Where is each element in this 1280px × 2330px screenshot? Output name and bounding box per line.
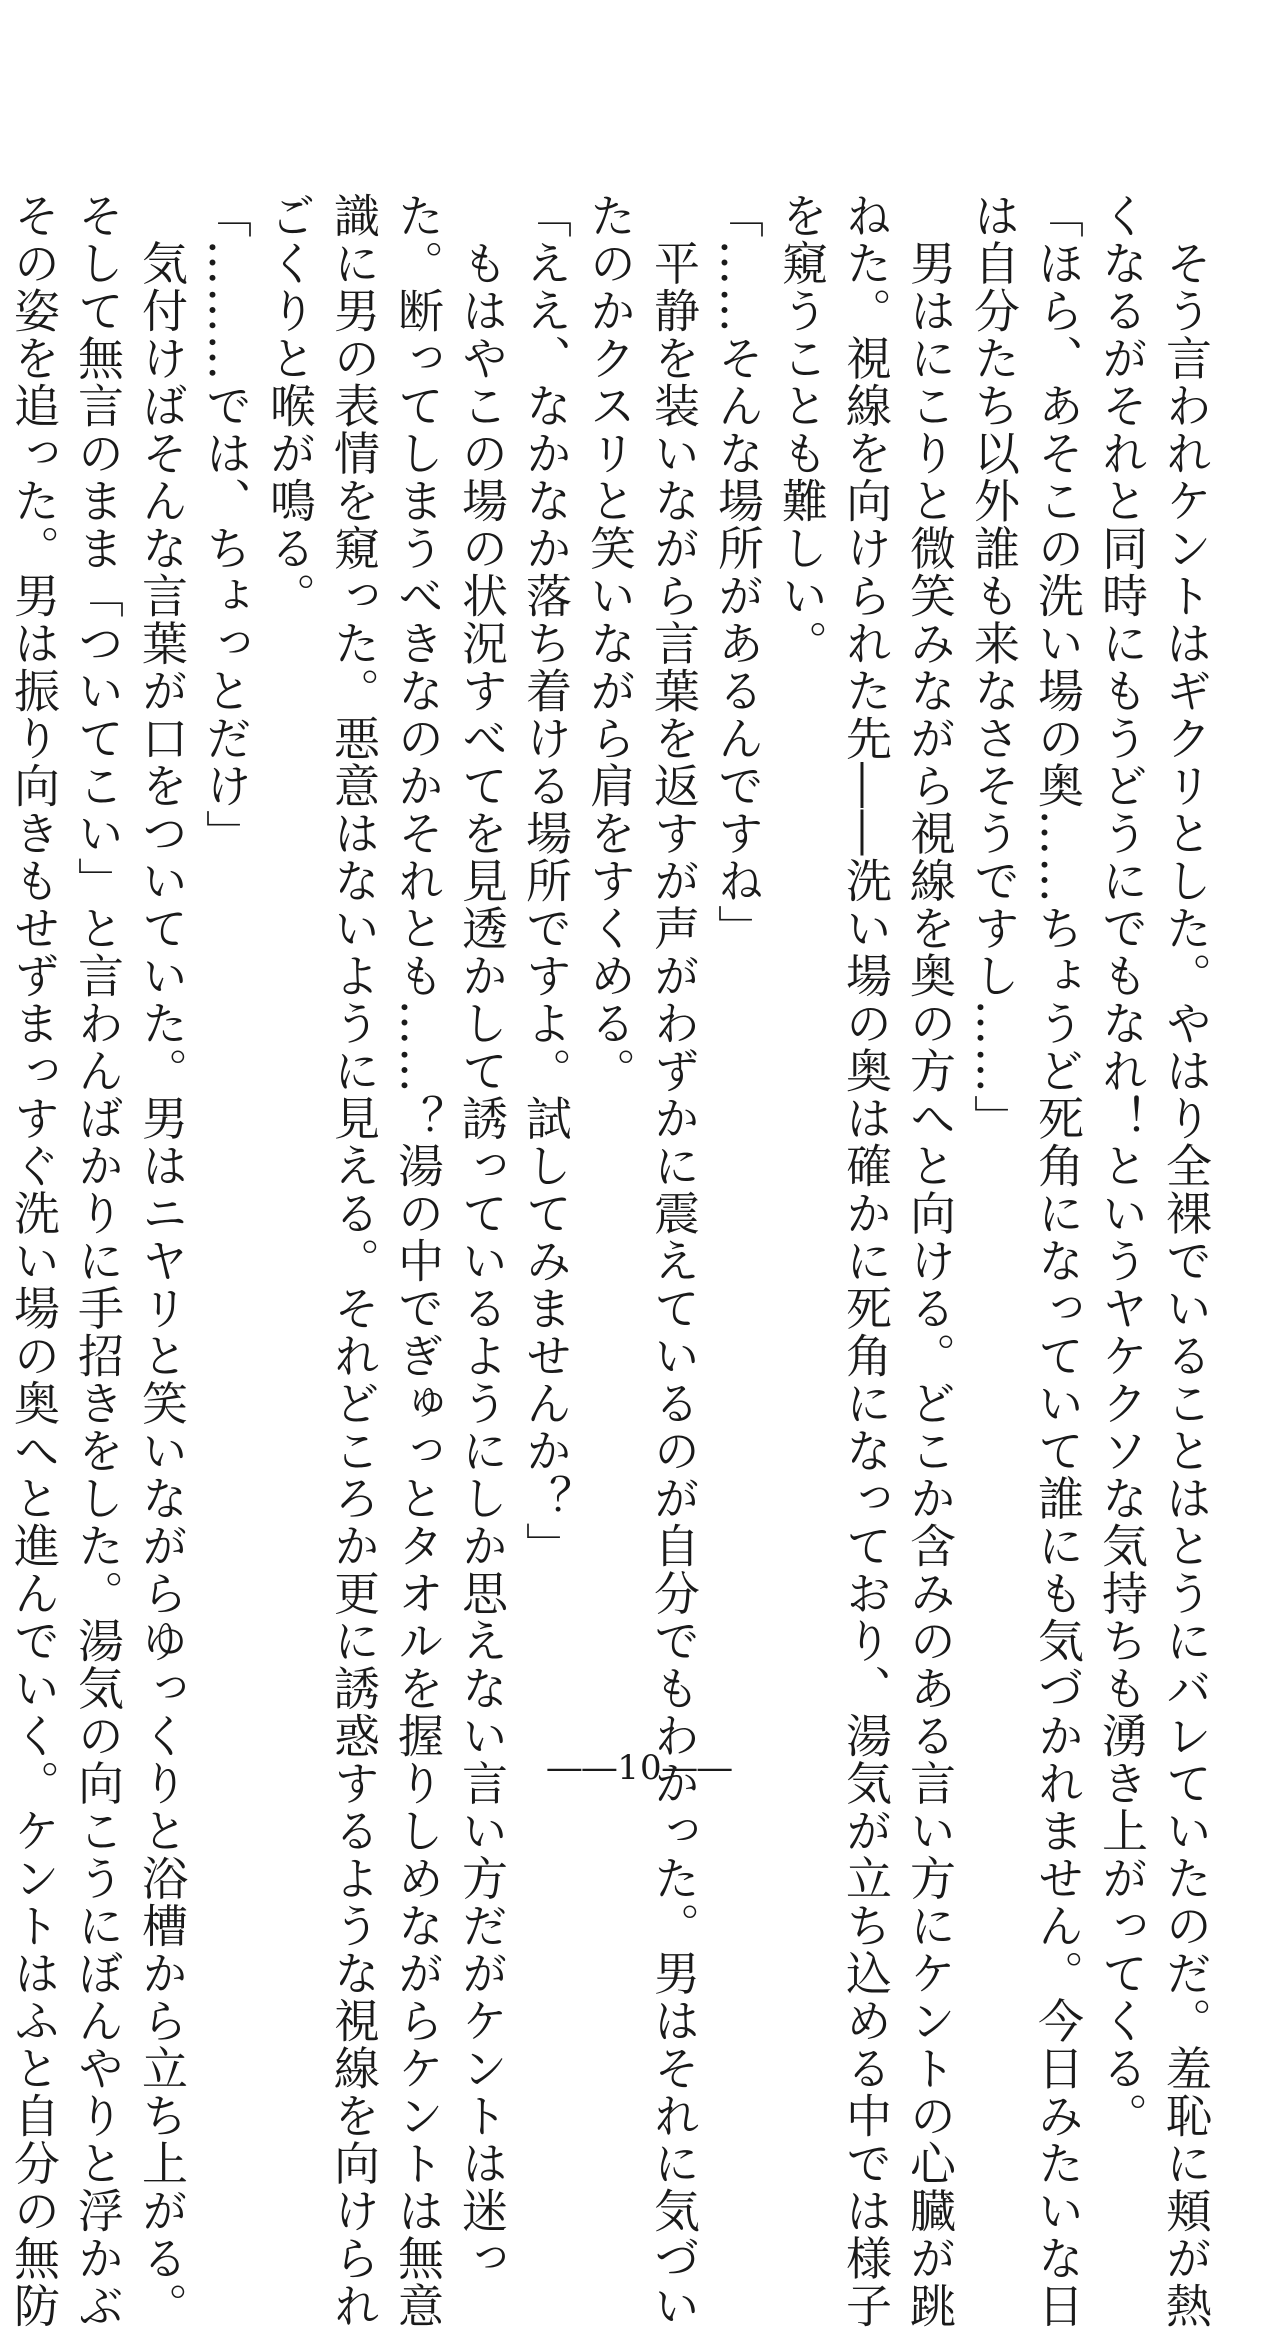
text-line: 気付けばそんな言葉が口をついていた。男はニヤリと笑いながらゆっくりと浴槽から立ち上がる。: [135, 192, 189, 2330]
text-line: 「………では、ちょっとだけ」: [199, 192, 253, 857]
text-line: 「……そんな場所があるんですね」: [711, 192, 765, 952]
text-line: くなるがそれと同時にもうどうにでもなれ！というヤケクソな気持ちも湧き上がってくる。: [1095, 192, 1149, 2140]
page-number: ――10――: [547, 1748, 733, 1788]
text-line: たのかクスリと笑いながら肩をすくめる。: [583, 192, 637, 1095]
text-line: ごくりと喉が鳴る。: [263, 192, 317, 620]
text-line: 平静を装いながら言葉を返すが声がわずかに震えているのが自分でもわかった。男はそれに気づい: [647, 192, 701, 2330]
text-line: もはやこの場の状況すべてを見透かして誘っているようにしか思えない言い方だがケントは迷っ: [455, 192, 509, 2282]
text-line: そして無言のまま「ついてこい」と言わんばかりに手招きをした。湯気の向こうにぼんやりと浮かぶ: [71, 192, 125, 2330]
text-line: その姿を追った。男は振り向きもせずまっすぐ洗い場の奥へと進んでいく。ケントはふと自分の無防: [7, 192, 61, 2330]
text-line: 「ほら、あそこの洗い場の奥……ちょうど死角になっていて誰にも気づかれません。今日みたいな日: [1031, 192, 1085, 2330]
text-line: は自分たち以外誰も来なさそうですし……」: [967, 192, 1021, 1142]
text-line: を窺うことも難しい。: [775, 192, 829, 667]
text-line: 「ええ、なかなか落ち着ける場所ですよ。試してみませんか？」: [519, 192, 573, 1570]
text-line: ねた。視線を向けられた先――洗い場の奥は確かに死角になっており、湯気が立ち込める中では様子: [839, 192, 893, 2330]
text-line: そう言われケントはギクリとした。やはり全裸でいることはとうにバレていたのだ。羞恥に頬が熱: [1159, 192, 1213, 2330]
text-line: た。断ってしまうべきなのかそれとも……？湯の中でぎゅっとタオルを握りしめながらケントは無意: [391, 192, 445, 2330]
text-line: 識に男の表情を窺った。悪意はないように見える。それどころか更に誘惑するような視線を向けられ: [327, 192, 381, 2330]
text-line: 男はにこりと微笑みながら視線を奥の方へと向ける。どこか含みのある言い方にケントの心臓が跳: [903, 192, 957, 2330]
